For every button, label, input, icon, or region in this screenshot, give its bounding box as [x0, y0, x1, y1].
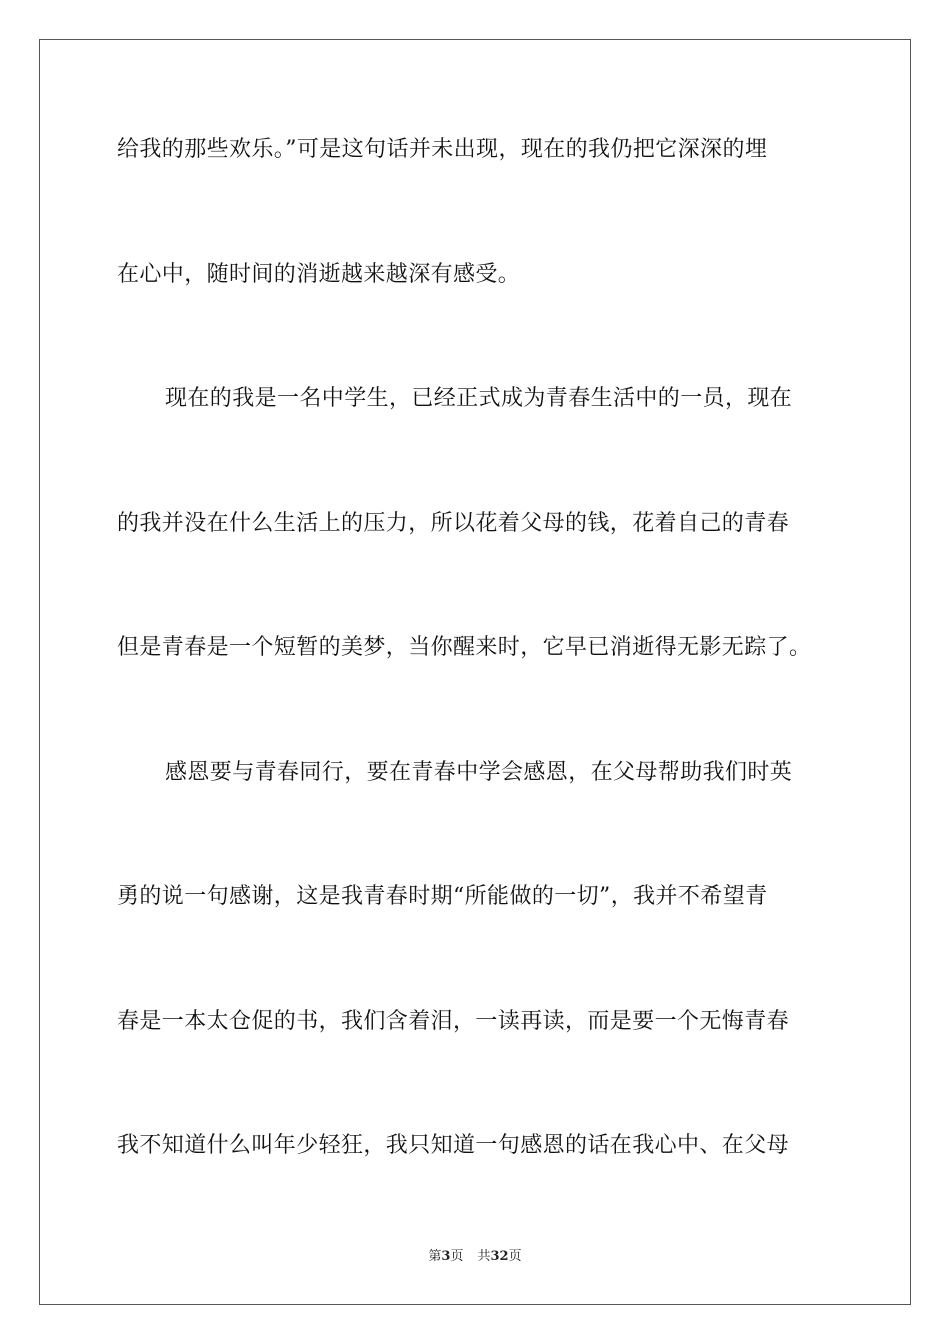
body-line-3: 现在的我是一名中学生，已经正式成为青春生活中的一员，现在	[165, 386, 793, 411]
total-prefix: 共	[477, 1249, 491, 1264]
body-line-8: 春是一本太仓促的书，我们含着泪，一读再读，而是要一个无悔青春	[117, 1009, 790, 1034]
total-pages: 32	[490, 1249, 509, 1264]
page-prefix: 第	[428, 1249, 442, 1264]
page-footer	[0, 1249, 950, 1265]
body-line-5: 但是青春是一个短暂的美梦，当你醒来时，它早已消逝得无影无踪了。	[117, 635, 812, 660]
total-suffix: 页	[508, 1249, 522, 1264]
body-line-7: 勇的说一句感谢，这是我青春时期“所能做的一切”，我并不希望青	[117, 884, 768, 909]
page-suffix: 页	[450, 1249, 464, 1264]
body-line-9: 我不知道什么叫年少轻狂，我只知道一句感恩的话在我心中、在父母	[117, 1133, 790, 1158]
page-number: 3	[441, 1249, 451, 1264]
body-line-1: 给我的那些欢乐。”可是这句话并未出现，现在的我仍把它深深的埋	[117, 137, 768, 162]
body-line-2: 在心中，随时间的消逝越来越深有感受。	[117, 262, 521, 287]
page-border	[39, 39, 911, 1305]
body-line-6: 感恩要与青春同行，要在青春中学会感恩，在父母帮助我们时英	[165, 760, 793, 785]
body-line-4: 的我并没在什么生活上的压力，所以花着父母的钱，花着自己的青春	[117, 511, 790, 536]
